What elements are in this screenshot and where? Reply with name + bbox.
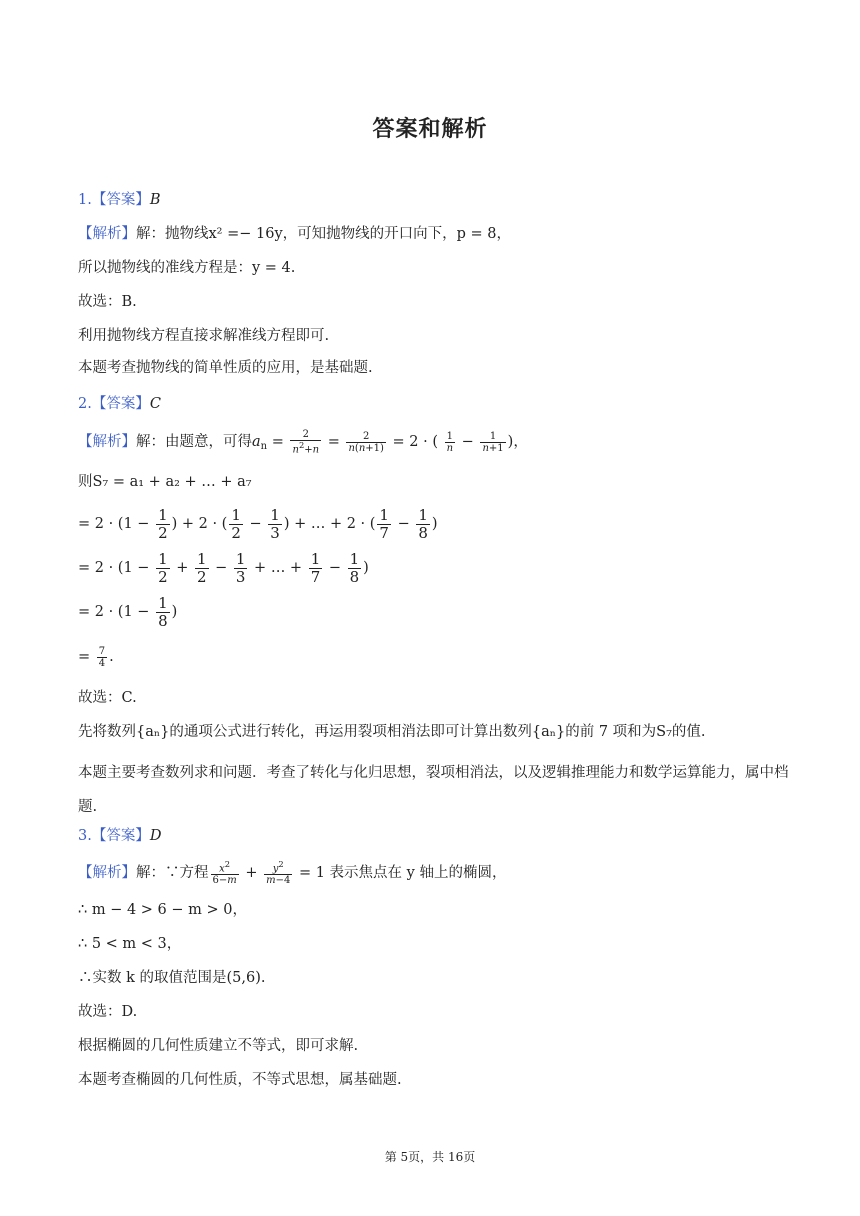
q3-answer-value: D — [149, 828, 162, 844]
q2-hint: 先将数列{aₙ}的通项公式进行转化，再运用裂项相消法即可计算出数列{aₙ}的前 7 项和为S₇的值. — [78, 724, 706, 740]
q2-step2: = 2 · (1 − $\frac{1}{2}$ + $\frac{1}{2}$ − $\frac{1}{3}$ + … + $\frac{1}{7}$ − $\frac{1}{8}$ ) — [78, 550, 369, 586]
q3-step2: ∴ 5 < m < 3， — [78, 936, 182, 952]
q2-frac-b: $\frac{2}{n(n+1)}$ — [348, 430, 384, 454]
q3-analysis-tag: 【解析】 — [78, 865, 136, 881]
q2-analysis-tag: 【解析】 — [78, 434, 136, 450]
page-title: 答案和解析 — [372, 117, 488, 142]
q2-answer-value: C — [149, 396, 161, 412]
q1-solution-text: 解：抛物线x² =− 16y，可知抛物线的开口向下，p = 8， — [136, 226, 512, 242]
page-footer: 第 5页，共 16页 — [384, 1150, 476, 1164]
q2-comment: 本题主要考查数列求和问题．考查了转化与化归思想，裂项相消法，以及逻辑推理能力和数学运算能力，属中档题. — [78, 765, 789, 815]
q1-solution-line — [78, 224, 800, 244]
q2-solution-line: 【解析】解：由题意，可得$a_n$ = $\frac{2}{n^2+n}$ = $\frac{2}{n(n+1)}$ = 2 · ( $\frac{1}{n}$ − $\frac{1}{n+1}$ )， — [78, 428, 528, 456]
q1-hint: 利用抛物线方程直接求解准线方程即可. — [78, 328, 330, 344]
q3-solution-line: 【解析】解：∵方程 $\frac{x^2}{6-m}$ + $\frac{y^2}{m-4}$ = 1 表示焦点在 y 轴上的椭圆， — [78, 858, 507, 887]
q3-intro: 解：∵方程 — [136, 865, 209, 881]
q2-intro: 解：由题意，可得 — [136, 434, 252, 450]
q3-step1: ∴ m − 4 > 6 − m > 0， — [78, 902, 247, 918]
q2-frac-d: $\frac{1}{n+1}$ — [482, 430, 504, 454]
q3-intro-tail: = 1 表示焦点在 y 轴上的椭圆， — [298, 865, 507, 881]
q3-answer-label: 3.【答案】 — [78, 828, 150, 844]
q2-frac-c: $\frac{1}{n}$ — [446, 430, 454, 454]
q3-step3: ∴实数 k 的取值范围是(5,6). — [78, 970, 266, 986]
q3-frac-x: $\frac{x^2}{6-m}$ — [212, 858, 237, 887]
q2-result: = $\frac{7}{4}$ . — [78, 645, 114, 669]
q2-frac-a: $\frac{2}{n^2+n}$ — [292, 428, 320, 456]
q2-step1: = 2 · (1 − $\frac{1}{2}$ ) + 2 · ( $\frac{1}{2}$ − $\frac{1}{3}$ ) + … + 2 · ( $\frac{1}{7}$ − $\frac{1}{8}$ ) — [78, 506, 438, 542]
q2-choice: 故选：C. — [78, 690, 137, 706]
q3-frac-y: $\frac{y^2}{m-4}$ — [266, 858, 291, 887]
q2-sum-line: 则S₇ = a₁ + a₂ + … + a₇ — [78, 474, 252, 490]
q1-answer-line — [78, 190, 800, 210]
q2-answer-line — [78, 394, 800, 414]
q1-directrix-line: 所以抛物线的准线方程是：y = 4. — [78, 260, 296, 276]
q3-comment: 本题考查椭圆的几何性质，不等式思想，属基础题. — [78, 1072, 402, 1088]
q1-answer-value: B — [149, 192, 161, 208]
q3-answer-line — [78, 826, 800, 846]
q3-choice: 故选：D. — [78, 1004, 138, 1020]
q1-analysis-tag: 【解析】 — [78, 226, 136, 242]
q2-answer-label: 2.【答案】 — [78, 396, 150, 412]
q1-choice: 故选：B. — [78, 294, 137, 310]
q3-hint: 根据椭圆的几何性质建立不等式，即可求解. — [78, 1038, 359, 1054]
q1-answer-label: 1.【答案】 — [78, 192, 150, 208]
q2-step3: = 2 · (1 − $\frac{1}{8}$ ) — [78, 594, 178, 630]
q1-comment: 本题考查抛物线的简单性质的应用，是基础题. — [78, 360, 373, 376]
